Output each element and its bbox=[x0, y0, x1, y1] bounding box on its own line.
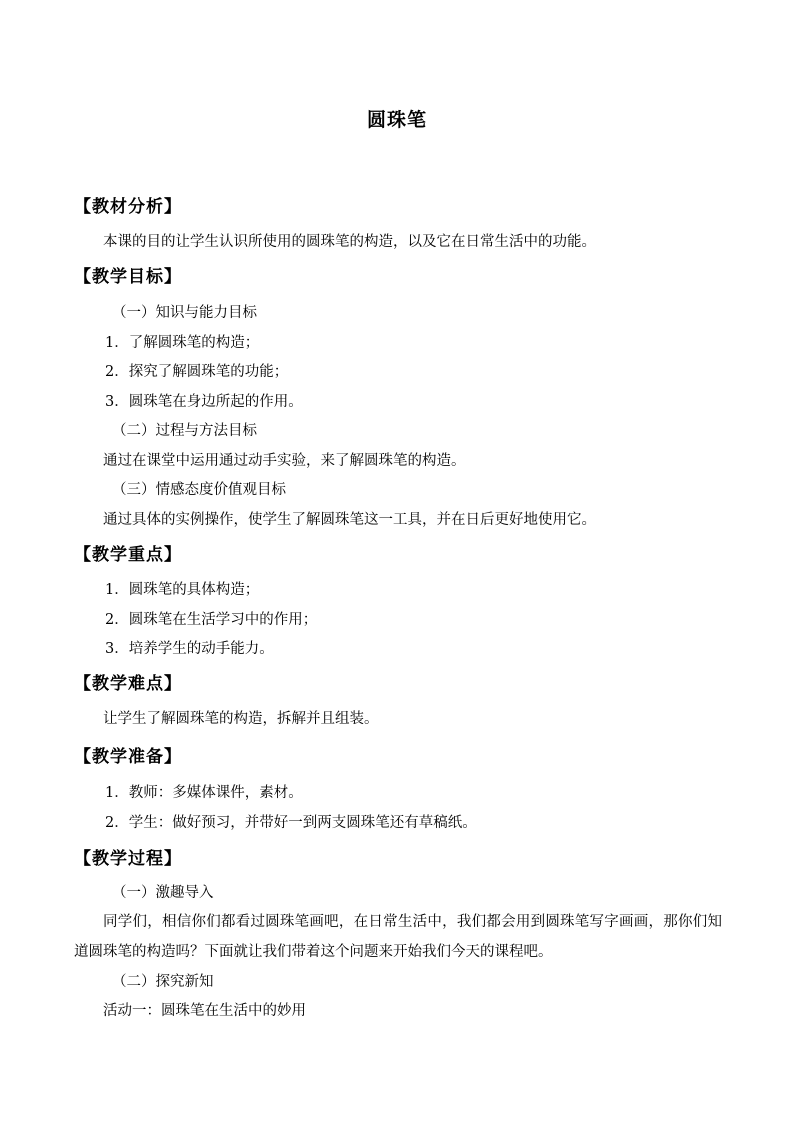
goals-item: 1．了解圆珠笔的构造； bbox=[105, 335, 260, 351]
goals-item: 2．探究了解圆珠笔的功能； bbox=[105, 364, 289, 380]
goals-subheading-knowledge: （一）知识与能力目标 bbox=[112, 305, 257, 321]
key-point-item: 1．圆珠笔的具体构造； bbox=[105, 582, 260, 598]
section-heading-analysis: 【教材分析】 bbox=[74, 197, 182, 217]
process-activity-1: 活动一：圆珠笔在生活中的妙用 bbox=[103, 1003, 306, 1019]
key-point-item: 2．圆珠笔在生活学习中的作用； bbox=[105, 612, 318, 628]
goals-subheading-attitude: （三）情感态度价值观目标 bbox=[112, 482, 286, 498]
section-heading-preparation: 【教学准备】 bbox=[74, 747, 182, 767]
goals-attitude-text: 通过具体的实例操作，使学生了解圆珠笔这一工具，并在日后更好地使用它。 bbox=[103, 512, 596, 528]
section-heading-key-points: 【教学重点】 bbox=[74, 545, 182, 565]
key-point-item: 3．培养学生的动手能力。 bbox=[105, 641, 274, 657]
process-intro-paragraph: 同学们，相信你们都看过圆珠笔画吧，在日常生活中，我们都会用到圆珠笔写字画画，那你们知道圆珠笔的构造吗？下面就让我们带着这个问题来开始我们今天的课程吧。 bbox=[74, 914, 722, 960]
section-heading-process: 【教学过程】 bbox=[74, 849, 182, 869]
process-subheading-intro: （一）激趣导入 bbox=[112, 885, 214, 901]
section-heading-goals: 【教学目标】 bbox=[74, 267, 182, 287]
process-subheading-explore: （二）探究新知 bbox=[112, 974, 214, 990]
goals-subheading-process: （二）过程与方法目标 bbox=[112, 423, 257, 439]
goals-process-text: 通过在课堂中运用通过动手实验，来了解圆珠笔的构造。 bbox=[103, 453, 466, 469]
preparation-item: 1．教师：多媒体课件，素材。 bbox=[105, 785, 303, 801]
goals-item: 3．圆珠笔在身边所起的作用。 bbox=[105, 394, 303, 410]
analysis-text: 本课的目的让学生认识所使用的圆珠笔的构造，以及它在日常生活中的功能。 bbox=[103, 234, 596, 250]
preparation-item: 2．学生：做好预习，并带好一到两支圆珠笔还有草稿纸。 bbox=[105, 815, 477, 831]
document-title: 圆珠笔 bbox=[366, 109, 427, 131]
difficulties-text: 让学生了解圆珠笔的构造，拆解并且组装。 bbox=[103, 711, 379, 727]
section-heading-difficulties: 【教学难点】 bbox=[74, 674, 182, 694]
